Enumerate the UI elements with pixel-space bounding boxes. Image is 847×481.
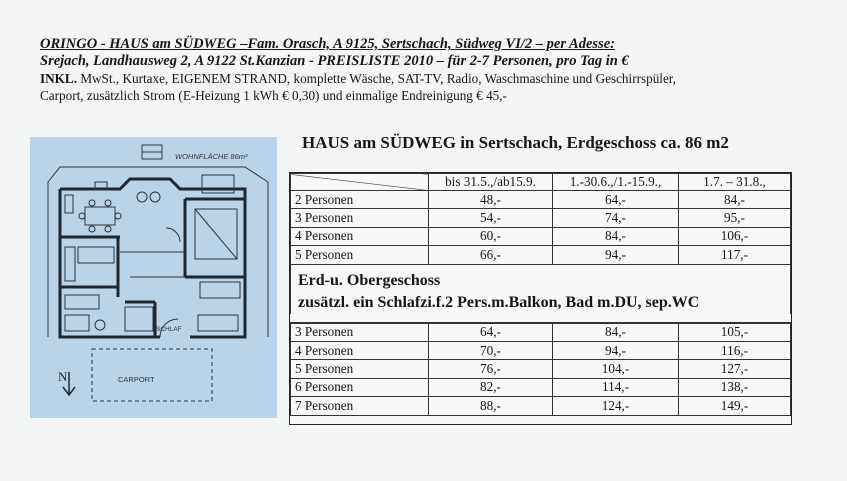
persons-cell: 5 Personen	[291, 246, 429, 264]
floor-plan	[30, 137, 277, 418]
persons-cell: 6 Personen	[291, 378, 429, 396]
price-cell: 105,-	[679, 323, 791, 341]
price-cell: 84,-	[553, 323, 679, 341]
price-cell: 74,-	[553, 209, 679, 227]
price-cell: 88,-	[429, 397, 553, 415]
table-row	[291, 191, 791, 209]
price-cell: 76,-	[429, 360, 553, 378]
persons-cell: 7 Personen	[291, 397, 429, 415]
header-line-address: ORINGO - HAUS am SÜDWEG –Fam. Orasch, A 9125, Sertschach, Südweg VI/2 – per Adesse:	[40, 36, 615, 52]
column-header: 1.-30.6.,/1.-15.9.,	[553, 174, 679, 191]
persons-cell: 4 Personen	[291, 227, 429, 245]
table-row	[291, 209, 791, 227]
persons-cell: 3 Personen	[291, 209, 429, 227]
area-label: WOHNFLÄCHE 86m²	[175, 152, 248, 161]
price-cell: 124,-	[553, 397, 679, 415]
persons-cell: 2 Personen	[291, 191, 429, 209]
table-row	[291, 341, 791, 359]
persons-cell: 3 Personen	[291, 323, 429, 341]
section-title	[290, 265, 791, 314]
price-cell: 84,-	[553, 227, 679, 245]
persons-cell: 5 Personen	[291, 360, 429, 378]
bedroom-label: SCHLAF	[156, 326, 182, 333]
inclusions-text: MwSt., Kurtaxe, EIGENEM STRAND, komplette Wäsche, SAT-TV, Radio, Waschmaschine und Geschirrspüler,	[77, 71, 676, 86]
price-cell: 70,-	[429, 341, 553, 359]
price-table	[289, 172, 792, 425]
price-cell: 54,-	[429, 209, 553, 227]
price-cell: 66,-	[429, 246, 553, 264]
table-corner-cell	[291, 174, 429, 191]
price-cell: 84,-	[679, 191, 791, 209]
price-cell: 48,-	[429, 191, 553, 209]
price-cell: 104,-	[553, 360, 679, 378]
price-table-title: HAUS am SÜDWEG in Sertschach, Erdgeschoss ca. 86 m2	[302, 133, 729, 152]
section-title-line2: zusätzl. ein Schlafzi.f.2 Pers.m.Balkon, Bad m.DU, sep.WC	[298, 293, 700, 311]
table-row	[291, 360, 791, 378]
price-table-og	[290, 323, 791, 416]
table-header-row	[291, 174, 791, 191]
carport-label: CARPORT	[118, 375, 155, 384]
price-cell: 114,-	[553, 378, 679, 396]
price-cell: 106,-	[679, 227, 791, 245]
header-line-extras: Carport, zusätzlich Strom (E-Heizung 1 kWh € 0,30) und einmalige Endreinigung € 45,-	[40, 88, 507, 103]
price-cell: 64,-	[553, 191, 679, 209]
table-row	[291, 246, 791, 264]
price-cell: 127,-	[679, 360, 791, 378]
price-table-eg	[290, 173, 791, 265]
persons-cell: 4 Personen	[291, 341, 429, 359]
price-cell: 116,-	[679, 341, 791, 359]
upper-floor-section	[290, 265, 791, 323]
inkl-label: INKL.	[40, 71, 78, 86]
price-cell: 94,-	[553, 341, 679, 359]
header-line-pricelist: Srejach, Landhausweg 2, A 9122 St.Kanzian - PREISLISTE 2010 – für 2-7 Personen, pro Tag in €	[40, 53, 629, 69]
north-label: N	[58, 369, 68, 384]
section-title-line1: Erd-u. Obergeschoss	[298, 271, 441, 289]
price-cell: 95,-	[679, 209, 791, 227]
price-cell: 117,-	[679, 246, 791, 264]
column-header: bis 31.5.,/ab15.9.	[429, 174, 553, 191]
table-row	[291, 397, 791, 415]
table-row	[291, 227, 791, 245]
floor-plan-drawing	[30, 137, 277, 418]
price-cell: 60,-	[429, 227, 553, 245]
price-cell: 64,-	[429, 323, 553, 341]
table-row	[291, 323, 791, 341]
price-cell: 138,-	[679, 378, 791, 396]
document-header	[40, 36, 830, 104]
column-header: 1.7. – 31.8.,	[679, 174, 791, 191]
header-line-inclusions	[40, 70, 830, 87]
price-cell: 82,-	[429, 378, 553, 396]
price-cell: 94,-	[553, 246, 679, 264]
table-row	[291, 378, 791, 396]
price-cell: 149,-	[679, 397, 791, 415]
